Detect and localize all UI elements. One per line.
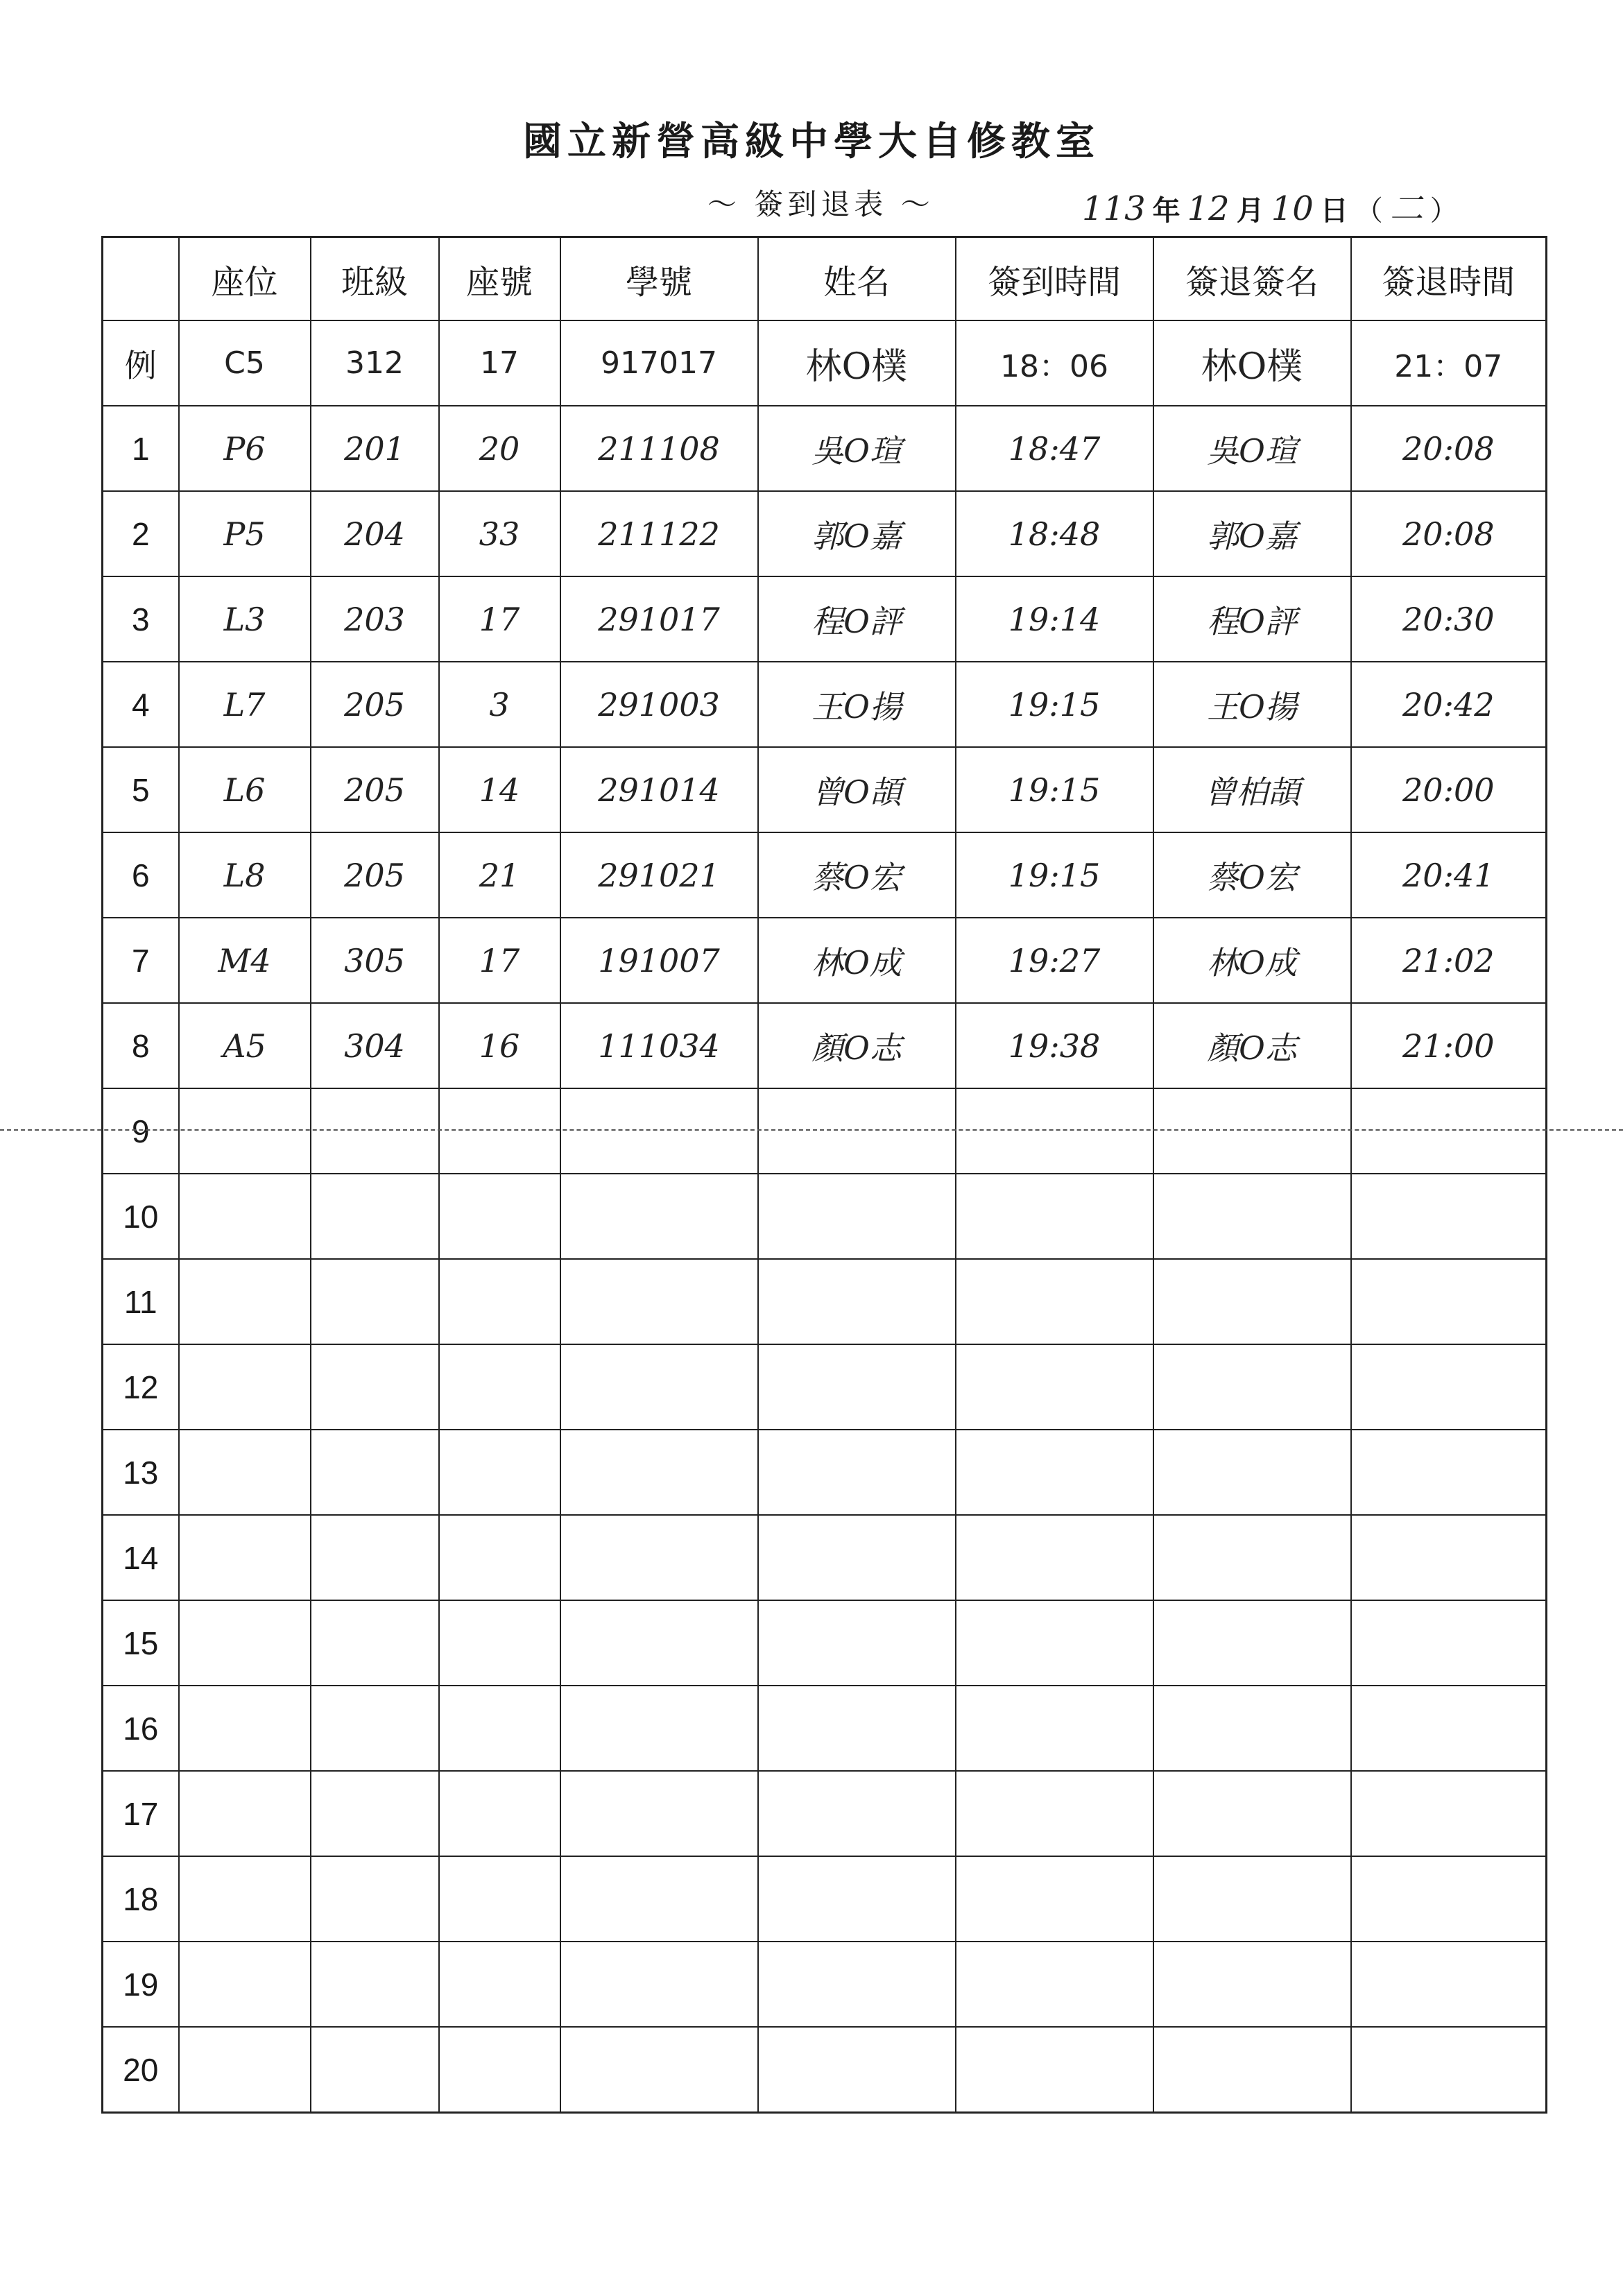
example-row [103,320,1547,406]
fold-line [0,1129,1623,1131]
sign-out-time-cell: 20:08 [1351,406,1547,491]
class-cell [311,1942,439,2027]
seat-number-cell: 16 [439,1003,560,1088]
student-id-cell: 917017 [560,320,758,406]
seat-number-cell: 33 [439,491,560,576]
seat-number-cell [439,1259,560,1344]
student-id-cell [560,1344,758,1430]
table-body [103,320,1547,2113]
student-id-cell [560,1088,758,1174]
sign-out-time-cell [1351,1600,1547,1686]
table-row [103,1600,1547,1686]
sign-out-signature-cell [1153,1430,1351,1515]
sign-out-time-cell: 20:41 [1351,832,1547,918]
seat-cell: L8 [179,832,311,918]
seat-cell [179,1344,311,1430]
class-cell [311,1856,439,1942]
sign-in-time-cell [956,1344,1153,1430]
date-year: 113 [1082,189,1146,228]
sign-out-time-cell: 20:08 [1351,491,1547,576]
table-row [103,406,1547,491]
class-cell [311,1259,439,1344]
table-row [103,2027,1547,2113]
seat-cell [179,1771,311,1856]
sign-out-signature-cell: 郭O嘉 [1153,491,1351,576]
name-cell [758,1088,956,1174]
header-student-id: 學號 [560,237,758,321]
table-row [103,1088,1547,1174]
sign-in-table [101,236,1547,2114]
class-cell [311,1600,439,1686]
row-index: 6 [103,832,179,918]
seat-cell [179,1942,311,2027]
class-cell [311,1686,439,1771]
date-year-unit: 年 [1152,194,1180,227]
sign-out-signature-cell [1153,1942,1351,2027]
seat-number-cell [439,1771,560,1856]
class-cell: 204 [311,491,439,576]
sign-out-time-cell [1351,1942,1547,2027]
student-id-cell [560,1686,758,1771]
seat-cell [179,1515,311,1600]
table-row [103,918,1547,1003]
sign-out-signature-cell [1153,1856,1351,1942]
seat-number-cell [439,2027,560,2113]
student-id-cell: 291014 [560,747,758,832]
sign-in-time-cell: 19:38 [956,1003,1153,1088]
table-row [103,747,1547,832]
seat-cell [179,2027,311,2113]
name-cell: 郭O嘉 [758,491,956,576]
student-id-cell [560,1771,758,1856]
row-index: 5 [103,747,179,832]
seat-number-cell [439,1515,560,1600]
row-index: 16 [103,1686,179,1771]
sign-out-time-cell [1351,1174,1547,1259]
seat-number-cell [439,1088,560,1174]
sign-out-signature-cell: 顏O志 [1153,1003,1351,1088]
row-index: 8 [103,1003,179,1088]
seat-cell: M4 [179,918,311,1003]
name-cell: 林O成 [758,918,956,1003]
class-cell: 201 [311,406,439,491]
sign-in-time-cell [956,1515,1153,1600]
table-row [103,1942,1547,2027]
sign-in-time-cell [956,2027,1153,2113]
sign-in-time-cell: 19:15 [956,747,1153,832]
seat-cell [179,1259,311,1344]
sign-out-time-cell: 20:30 [1351,576,1547,662]
sign-out-time-cell [1351,1430,1547,1515]
seat-number-cell: 3 [439,662,560,747]
name-cell [758,1771,956,1856]
sign-in-time-cell [956,1686,1153,1771]
name-cell: 蔡O宏 [758,832,956,918]
table-row [103,1686,1547,1771]
sign-out-time-cell [1351,1344,1547,1430]
seat-number-cell [439,1856,560,1942]
header-index [103,237,179,321]
name-cell [758,2027,956,2113]
seat-cell [179,1430,311,1515]
student-id-cell [560,1430,758,1515]
sign-out-time-cell [1351,1686,1547,1771]
sign-in-time-cell [956,1856,1153,1942]
seat-cell: C5 [179,320,311,406]
student-id-cell [560,2027,758,2113]
sign-out-signature-cell [1153,1686,1351,1771]
student-id-cell [560,1259,758,1344]
seat-number-cell: 14 [439,747,560,832]
student-id-cell [560,1174,758,1259]
date-day: 10 [1271,189,1314,228]
sign-out-signature-cell [1153,1600,1351,1686]
table-row [103,1856,1547,1942]
sign-in-time-cell: 19:15 [956,662,1153,747]
student-id-cell [560,1856,758,1942]
seat-cell [179,1174,311,1259]
seat-number-cell: 20 [439,406,560,491]
table-row [103,1174,1547,1259]
sign-out-signature-cell [1153,1088,1351,1174]
sign-out-time-cell [1351,2027,1547,2113]
class-cell [311,1174,439,1259]
row-index: 18 [103,1856,179,1942]
row-index: 4 [103,662,179,747]
header-sign-out-signature: 簽退簽名 [1153,237,1351,321]
class-cell [311,1515,439,1600]
sign-out-time-cell: 20:42 [1351,662,1547,747]
date-weekday: 二 [1389,189,1423,228]
header-class: 班級 [311,237,439,321]
row-index: 1 [103,406,179,491]
name-cell: 曾O頡 [758,747,956,832]
student-id-cell [560,1515,758,1600]
name-cell: 程O評 [758,576,956,662]
table-row [103,576,1547,662]
sign-out-signature-cell: 王O揚 [1153,662,1351,747]
table-row [103,491,1547,576]
row-index: 2 [103,491,179,576]
table-row [103,1003,1547,1088]
sign-out-time-cell [1351,1259,1547,1344]
student-id-cell: 291021 [560,832,758,918]
seat-number-cell: 17 [439,918,560,1003]
row-index: 10 [103,1174,179,1259]
class-cell: 305 [311,918,439,1003]
seat-cell: L6 [179,747,311,832]
class-cell: 203 [311,576,439,662]
table-row [103,662,1547,747]
sign-out-signature-cell [1153,2027,1351,2113]
sign-out-signature-cell [1153,1259,1351,1344]
name-cell [758,1430,956,1515]
date-weekday-close: ） [1429,195,1458,227]
name-cell [758,1515,956,1600]
date-month-unit: 月 [1236,194,1264,227]
seat-cell [179,1088,311,1174]
sign-in-time-cell: 19:14 [956,576,1153,662]
sign-out-signature-cell: 程O評 [1153,576,1351,662]
student-id-cell: 211108 [560,406,758,491]
row-index: 11 [103,1259,179,1344]
row-index: 12 [103,1344,179,1430]
name-cell: 王O揚 [758,662,956,747]
date-weekday-open: （ [1355,195,1383,227]
class-cell: 312 [311,320,439,406]
sign-out-signature-cell: 林O樸 [1153,320,1351,406]
subtitle-row [0,182,1623,230]
sign-in-time-cell [956,1088,1153,1174]
class-cell [311,1088,439,1174]
header-sign-in-time: 簽到時間 [956,237,1153,321]
sign-in-time-cell: 18：06 [956,320,1153,406]
sign-in-time-cell [956,1174,1153,1259]
sign-in-time-cell: 18:47 [956,406,1153,491]
class-cell [311,1344,439,1430]
table-row [103,832,1547,918]
seat-number-cell [439,1174,560,1259]
seat-number-cell [439,1942,560,2027]
sign-out-time-cell: 21：07 [1351,320,1547,406]
name-cell: 林O樸 [758,320,956,406]
date-day-unit: 日 [1320,194,1348,227]
name-cell [758,1686,956,1771]
sign-out-signature-cell [1153,1344,1351,1430]
sign-in-time-cell: 19:27 [956,918,1153,1003]
seat-number-cell [439,1686,560,1771]
date-line [1082,182,1458,230]
form-subtitle: ～ 簽到退表 ～ [707,187,934,221]
seat-number-cell: 21 [439,832,560,918]
sign-out-time-cell [1351,1771,1547,1856]
row-index: 14 [103,1515,179,1600]
student-id-cell [560,1600,758,1686]
name-cell [758,1344,956,1430]
sign-out-time-cell [1351,1856,1547,1942]
sign-out-signature-cell: 蔡O宏 [1153,832,1351,918]
class-cell [311,1771,439,1856]
header-sign-out-time: 簽退時間 [1351,237,1547,321]
sign-in-time-cell: 19:15 [956,832,1153,918]
header-seat-number: 座號 [439,237,560,321]
seat-cell [179,1600,311,1686]
sign-out-signature-cell: 吳O瑄 [1153,406,1351,491]
seat-cell: L3 [179,576,311,662]
header-seat: 座位 [179,237,311,321]
row-index: 17 [103,1771,179,1856]
sign-out-signature-cell [1153,1771,1351,1856]
row-index: 9 [103,1088,179,1174]
row-index: 7 [103,918,179,1003]
student-id-cell: 291003 [560,662,758,747]
student-id-cell: 111034 [560,1003,758,1088]
sign-in-time-cell: 18:48 [956,491,1153,576]
name-cell: 吳O瑄 [758,406,956,491]
name-cell: 顏O志 [758,1003,956,1088]
class-cell [311,1430,439,1515]
sign-out-signature-cell: 林O成 [1153,918,1351,1003]
seat-number-cell [439,1344,560,1430]
sign-in-time-cell [956,1430,1153,1515]
row-index: 20 [103,2027,179,2113]
sign-out-time-cell [1351,1088,1547,1174]
student-id-cell: 291017 [560,576,758,662]
sign-in-time-cell [956,1259,1153,1344]
table-row [103,1344,1547,1430]
name-cell [758,1600,956,1686]
seat-number-cell: 17 [439,320,560,406]
seat-cell: A5 [179,1003,311,1088]
sign-out-signature-cell [1153,1515,1351,1600]
sign-out-time-cell: 21:00 [1351,1003,1547,1088]
sign-out-time-cell: 21:02 [1351,918,1547,1003]
table-header-row [103,237,1547,321]
name-cell [758,1174,956,1259]
header-name: 姓名 [758,237,956,321]
class-cell [311,2027,439,2113]
name-cell [758,1942,956,2027]
class-cell: 205 [311,747,439,832]
row-index: 15 [103,1600,179,1686]
table-row [103,1259,1547,1344]
class-cell: 205 [311,662,439,747]
student-id-cell [560,1942,758,2027]
seat-cell: P5 [179,491,311,576]
seat-number-cell: 17 [439,576,560,662]
date-month: 12 [1187,189,1230,228]
table-row [103,1515,1547,1600]
table-row [103,1771,1547,1856]
seat-cell: P6 [179,406,311,491]
row-index: 3 [103,576,179,662]
row-index: 13 [103,1430,179,1515]
seat-cell: L7 [179,662,311,747]
table-row [103,1430,1547,1515]
sign-in-time-cell [956,1600,1153,1686]
class-cell: 205 [311,832,439,918]
sign-out-signature-cell: 曾柏頡 [1153,747,1351,832]
row-index: 19 [103,1942,179,2027]
student-id-cell: 191007 [560,918,758,1003]
seat-cell [179,1686,311,1771]
sign-out-time-cell [1351,1515,1547,1600]
student-id-cell: 211122 [560,491,758,576]
sign-in-time-cell [956,1771,1153,1856]
name-cell [758,1856,956,1942]
sign-out-signature-cell [1153,1174,1351,1259]
sign-in-time-cell [956,1942,1153,2027]
row-index: 例 [103,320,179,406]
seat-number-cell [439,1430,560,1515]
class-cell: 304 [311,1003,439,1088]
name-cell [758,1259,956,1344]
seat-cell [179,1856,311,1942]
seat-number-cell [439,1600,560,1686]
page-title: 國立新營高級中學大自修教室 [523,119,1100,164]
sign-out-time-cell: 20:00 [1351,747,1547,832]
